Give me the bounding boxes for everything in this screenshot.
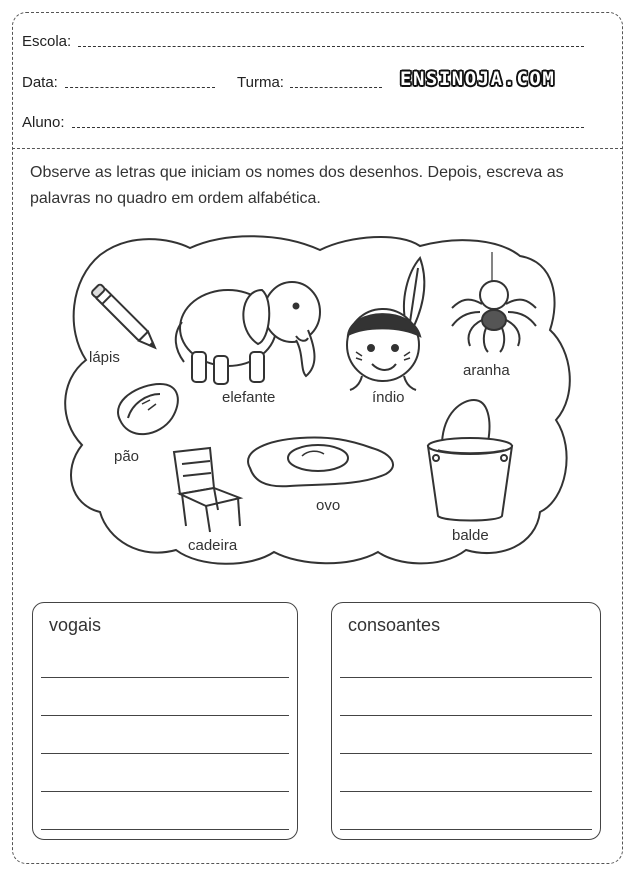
class-label: Turma: (237, 74, 284, 91)
date-label: Data: (22, 74, 58, 91)
answer-line[interactable] (41, 715, 289, 716)
consonants-box (331, 602, 601, 840)
answer-line[interactable] (340, 791, 592, 792)
egg-icon (248, 437, 393, 486)
word-label: ovo (316, 497, 341, 514)
bucket-icon (428, 400, 512, 521)
vowels-box (32, 602, 298, 840)
instructions-text: Observe as letras que iniciam os nomes dos desenhos. Depois, escreva as palavras no quadro em ordem alfabética. (30, 164, 564, 207)
answer-line[interactable] (41, 829, 289, 830)
word-label: cadeira (188, 537, 238, 554)
indigenous-boy-icon (347, 258, 424, 390)
site-logo: ENSINOJA.COM (400, 68, 556, 90)
bread-icon (118, 384, 178, 434)
student-label: Aluno: (22, 114, 65, 131)
word-label: pão (114, 448, 140, 465)
elephant-icon (176, 282, 320, 384)
spider-icon (452, 252, 536, 352)
word-label: elefante (222, 389, 276, 406)
chair-icon (174, 448, 240, 532)
answer-line[interactable] (340, 715, 592, 716)
word-label: aranha (463, 362, 510, 379)
answer-line[interactable] (340, 829, 592, 830)
answer-line[interactable] (41, 677, 289, 678)
word-label: lápis (89, 349, 120, 366)
answer-line[interactable] (340, 753, 592, 754)
answer-line[interactable] (340, 677, 592, 678)
consonants-title: consoantes (348, 615, 441, 635)
vowels-title: vogais (49, 615, 102, 635)
pencil-icon (91, 284, 160, 353)
word-label: índio (372, 389, 405, 406)
school-label: Escola: (22, 33, 72, 50)
word-label: balde (452, 527, 489, 544)
answer-line[interactable] (41, 791, 289, 792)
answer-line[interactable] (41, 753, 289, 754)
